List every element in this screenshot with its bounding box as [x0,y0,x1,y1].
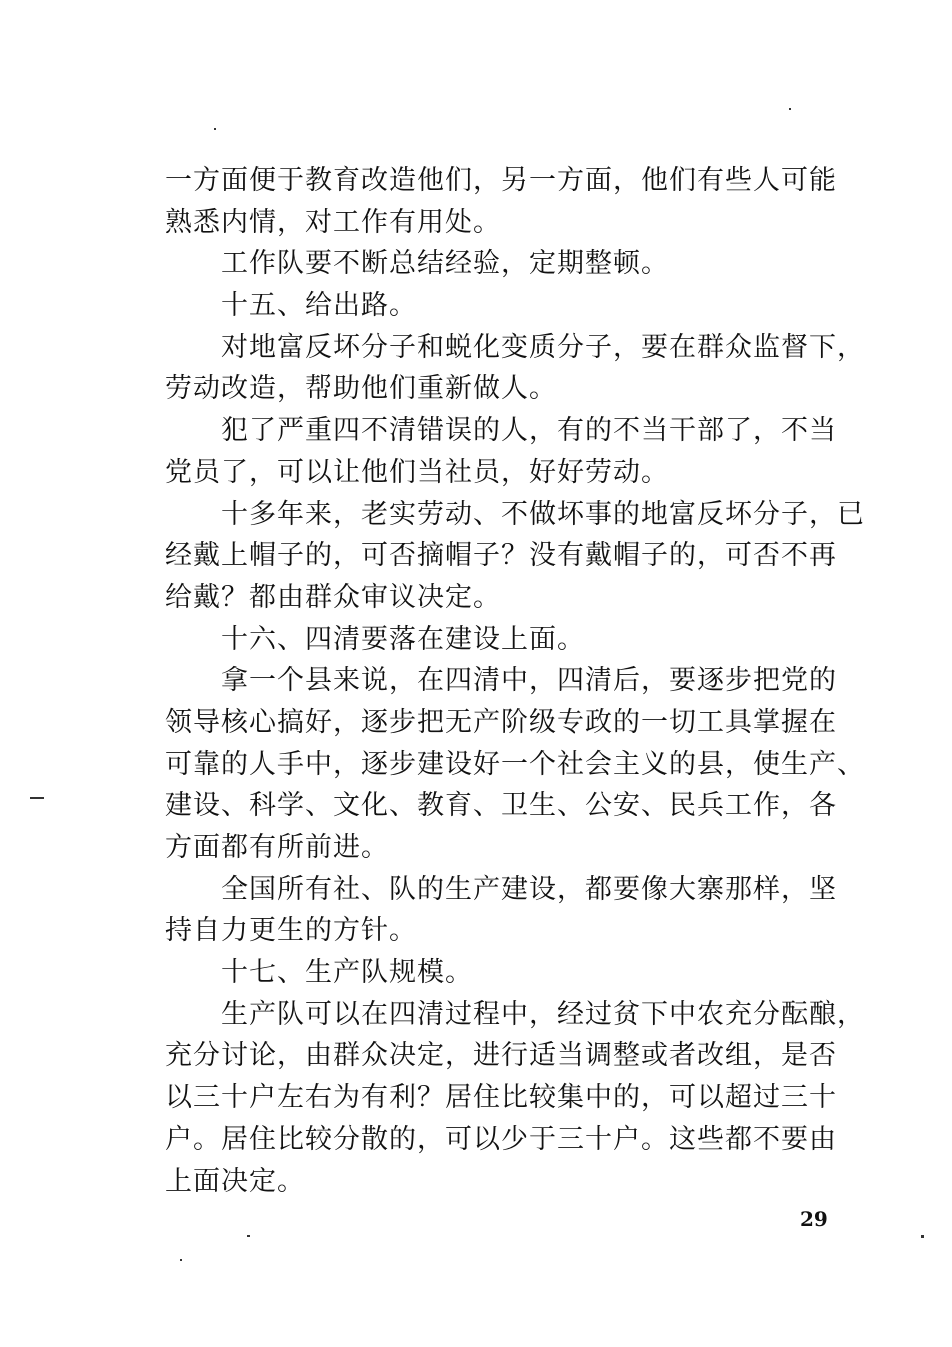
text-line-23: 以三十户左右为有利？居住比较集中的，可以超过三十 [165,1082,837,1114]
text-line-21: 生产队可以在四清过程中，经过贫下中农充分酝酿， [221,998,865,1030]
scan-speck [30,797,44,799]
text-line-13: 拿一个县来说，在四清中，四清后，要逐步把党的 [221,665,837,697]
text-line-1: 一方面便于教育改造他们，另一方面，他们有些人可能 [165,165,837,196]
text-line-17: 方面都有所前进。 [165,832,389,863]
text-line-3: 工作队要不断总结经验，定期整顿。 [221,248,669,280]
text-line-7: 犯了严重四不清错误的人，有的不当干部了，不当 [221,415,837,447]
text-line-16: 建设、科学、文化、教育、卫生、公安、民兵工作，各 [165,790,837,822]
page-number: 29 [800,1207,828,1231]
text-line-19: 持自力更生的方针。 [165,915,417,947]
section-heading-16: 十六、四清要落在建设上面。 [221,623,585,655]
section-heading-17: 十七、生产队规模。 [221,957,473,989]
text-line-11: 给戴？都由群众审议决定。 [165,581,501,613]
text-line-5: 对地富反坏分子和蜕化变质分子，要在群众监督下， [221,331,865,363]
text-line-22: 充分讨论，由群众决定，进行适当调整或者改组，是否 [165,1040,837,1072]
text-line-18: 全国所有社、队的生产建设，都要像大寨那样，坚 [221,873,837,905]
text-line-10: 经戴上帽子的，可否摘帽子？没有戴帽子的，可否不再 [165,540,837,572]
body-text [165,160,865,1202]
text-line-9: 十多年来，老实劳动、不做坏事的地富反坏分子，已 [221,498,865,530]
text-line-24: 户。居住比较分散的，可以少于三十户。这些都不要由 [165,1123,837,1155]
scan-speck [247,1235,250,1237]
text-line-25: 上面决定。 [165,1165,305,1197]
text-line-14: 领导核心搞好，逐步把无产阶级专政的一切工具掌握在 [165,706,837,738]
text-line-15: 可靠的人手中，逐步建设好一个社会主义的县，使生产、 [165,748,865,780]
text-line-2: 熟悉内情，对工作有用处。 [165,206,501,238]
scan-speck [789,108,791,110]
text-line-8: 党员了，可以让他们当社员，好好劳动。 [165,456,669,488]
text-line-6: 劳动改造，帮助他们重新做人。 [165,373,557,405]
scan-speck [180,1259,182,1261]
scan-speck [214,128,216,130]
section-heading-15: 十五、给出路。 [221,290,417,322]
scan-speck [921,1235,924,1238]
